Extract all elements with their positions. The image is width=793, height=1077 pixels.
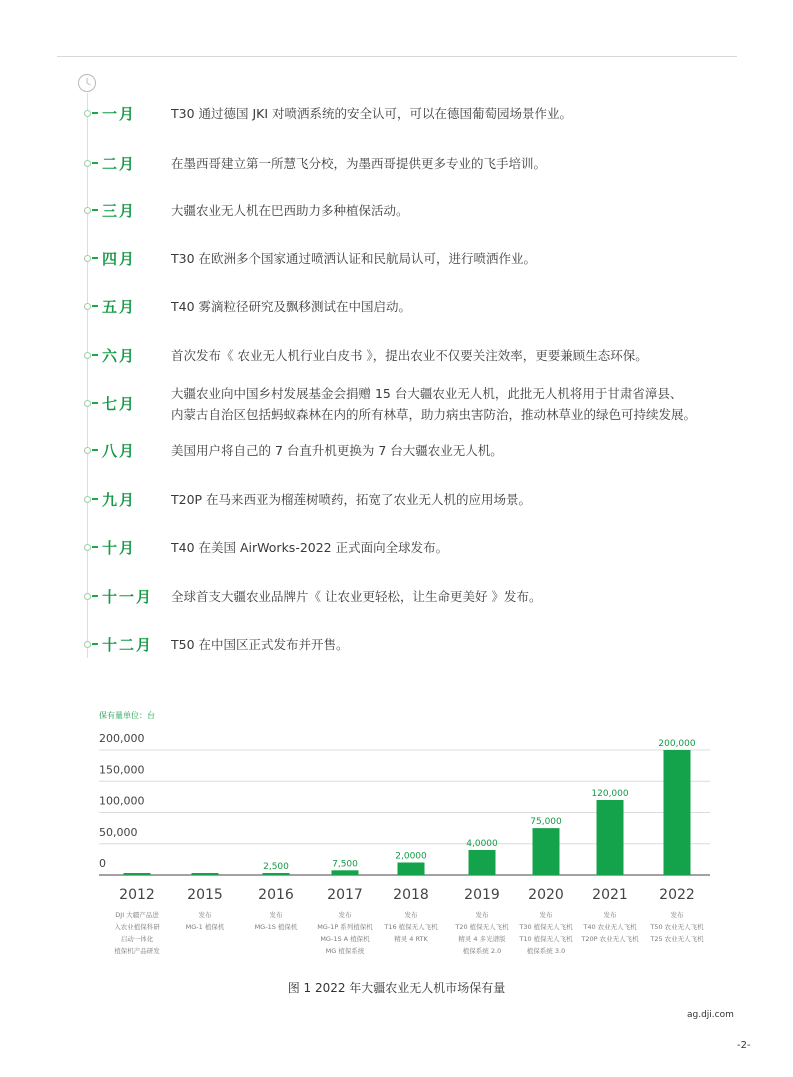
timeline-text: 首次发布《 农业无人机行业白皮书 》，提出农业不仅要关注效率，更要兼顾生态环保。 <box>171 348 648 363</box>
bar <box>533 828 560 875</box>
x-tick-label: 2016 <box>258 887 294 903</box>
x-tick-label: 2020 <box>528 887 564 903</box>
category-note: 发布 <box>198 911 212 919</box>
bar-value-label: 4,0000 <box>466 839 498 849</box>
category-note: T20 植保无人飞机 <box>455 923 509 931</box>
timeline-dot <box>84 544 91 551</box>
timeline-text: 大疆农业向中国乡村发展基金会捐赠 15 台大疆农业无人机，此批无人机将用于甘肃省漳县、 <box>171 386 683 401</box>
x-tick-label: 2015 <box>187 887 223 903</box>
category-note: T30 植保无人飞机 <box>519 923 573 931</box>
category-note: 启动一体化 <box>120 935 154 943</box>
timeline-dash <box>92 498 98 500</box>
timeline-dot <box>84 303 91 310</box>
timeline-dash <box>92 595 98 597</box>
timeline-text: 全球首支大疆农业品牌片《 让农业更轻松，让生命更美好 》发布。 <box>171 589 542 604</box>
timeline-dot <box>84 496 91 503</box>
bar-value-label: 120,000 <box>591 789 629 799</box>
timeline-dot <box>84 593 91 600</box>
timeline-month: 三月 <box>102 202 137 220</box>
category-note: DJI 大疆产品进 <box>115 911 159 919</box>
timeline-month: 五月 <box>102 298 137 316</box>
timeline-dash <box>92 402 98 404</box>
bar-value-label: 2,0000 <box>395 851 427 862</box>
category-note: 发布 <box>338 911 352 919</box>
bar <box>263 873 290 875</box>
bar <box>192 873 219 875</box>
timeline-text: T30 通过德国 JKI 对喷洒系统的安全认可，可以在德国葡萄园场景作业。 <box>171 106 573 121</box>
category-note: T10 植保无人飞机 <box>519 935 573 943</box>
y-tick-label: 50,000 <box>99 825 138 839</box>
category-note: 精灵 4 多光谱版 <box>458 935 506 943</box>
bar-value-label: 7,500 <box>332 859 358 870</box>
category-note: MG-1P 系列植保机 <box>317 923 373 931</box>
y-tick-label: 150,000 <box>99 763 145 777</box>
timeline-text: T30 在欧洲多个国家通过喷洒认证和民航局认可，进行喷洒作业。 <box>171 251 537 266</box>
timeline-dash <box>92 305 98 307</box>
timeline-month: 八月 <box>102 442 137 460</box>
category-note: T20P 农业无人飞机 <box>581 935 639 943</box>
y-tick-label: 200,000 <box>99 732 145 745</box>
page-number: -2- <box>737 1040 751 1051</box>
category-note: 植保系统 2.0 <box>462 947 502 955</box>
timeline-dash <box>92 546 98 548</box>
timeline-dot <box>84 352 91 359</box>
x-tick-label: 2019 <box>464 887 500 903</box>
category-note: T50 农业无人飞机 <box>650 923 704 931</box>
timeline-text: 大疆农业无人机在巴西助力多种植保活动。 <box>171 203 409 218</box>
website-url: ag.dji.com <box>687 1010 734 1020</box>
timeline-dash <box>92 643 98 645</box>
category-note: 发布 <box>539 911 553 919</box>
figure-caption: 图 1 2022 年大疆农业无人机市场保有量 <box>287 981 506 995</box>
x-tick-label: 2017 <box>327 887 363 903</box>
bar-value-label: 75,000 <box>530 817 562 828</box>
timeline-month: 十月 <box>102 539 137 557</box>
category-note: 发布 <box>670 911 684 919</box>
category-note: 入农业植保科研 <box>114 923 160 931</box>
category-note: T40 农业无人飞机 <box>583 923 637 931</box>
bar <box>398 863 425 876</box>
timeline-line <box>87 93 88 658</box>
timeline-dash <box>92 257 98 259</box>
category-note: 精灵 4 RTK <box>394 935 428 943</box>
timeline-month: 十二月 <box>102 636 154 654</box>
category-note: MG 植保系统 <box>325 947 365 955</box>
top-divider <box>57 56 737 57</box>
timeline-month: 十一月 <box>102 588 154 606</box>
timeline-dash <box>92 209 98 211</box>
timeline-dot <box>84 207 91 214</box>
category-note: MG-1S 植保机 <box>254 923 298 931</box>
bar <box>597 800 624 875</box>
timeline-month: 二月 <box>102 155 137 173</box>
timeline-month: 七月 <box>102 395 137 413</box>
timeline-dot <box>84 400 91 407</box>
timeline-text: 在墨西哥建立第一所慧飞分校，为墨西哥提供更多专业的飞手培训。 <box>171 156 547 171</box>
timeline-dash <box>92 112 98 114</box>
bar <box>332 870 359 875</box>
chart-unit-label: 保有量单位：台 <box>99 711 155 720</box>
y-tick-label: 100,000 <box>99 794 145 808</box>
clock-icon <box>77 73 97 93</box>
category-note: 发布 <box>475 911 489 919</box>
timeline-dot <box>84 160 91 167</box>
bar <box>469 850 496 875</box>
category-note: 发布 <box>603 911 617 919</box>
timeline-dot <box>84 641 91 648</box>
x-tick-label: 2022 <box>659 887 695 903</box>
timeline-month: 九月 <box>102 491 137 509</box>
ownership-chart <box>90 700 720 980</box>
category-note: 植保机产品研发 <box>114 947 160 955</box>
category-note: MG-1S A 植保机 <box>320 935 370 943</box>
category-note: T25 农业无人飞机 <box>650 935 704 943</box>
timeline-text: T40 在美国 AirWorks-2022 正式面向全球发布。 <box>171 540 449 555</box>
x-tick-label: 2021 <box>592 887 628 903</box>
category-note: MG-1 植保机 <box>185 923 225 931</box>
timeline-month: 六月 <box>102 347 137 365</box>
y-tick-label: 0 <box>99 857 106 870</box>
bar-value-label: 200,000 <box>658 739 696 749</box>
category-note: 发布 <box>404 911 418 919</box>
bar <box>664 750 691 875</box>
bar <box>124 873 151 875</box>
timeline-text: 美国用户将自己的 7 台直升机更换为 7 台大疆农业无人机。 <box>171 443 503 458</box>
timeline-month: 四月 <box>102 250 137 268</box>
timeline-dash <box>92 449 98 451</box>
category-note: 发布 <box>269 911 283 919</box>
timeline-dash <box>92 162 98 164</box>
x-tick-label: 2012 <box>119 887 155 903</box>
timeline-text-line2: 内蒙古自治区包括蚂蚁森林在内的所有林草，助力病虫害防治，推动林草业的绿色可持续发展。 <box>171 407 697 422</box>
timeline-dot <box>84 110 91 117</box>
timeline-dot <box>84 255 91 262</box>
bar-chart-svg <box>90 700 720 980</box>
timeline-text: T40 雾滴粒径研究及飘移测试在中国启动。 <box>171 299 412 314</box>
bar-value-label: 2,500 <box>263 862 289 872</box>
timeline-dash <box>92 354 98 356</box>
timeline-dot <box>84 447 91 454</box>
timeline-month: 一月 <box>102 105 137 123</box>
timeline-text: T20P 在马来西亚为榴莲树喷药，拓宽了农业无人机的应用场景。 <box>171 492 532 507</box>
x-tick-label: 2018 <box>393 887 429 903</box>
timeline-text: T50 在中国区正式发布并开售。 <box>171 637 349 652</box>
category-note: T16 植保无人飞机 <box>384 923 438 931</box>
category-note: 植保系统 3.0 <box>526 947 566 955</box>
